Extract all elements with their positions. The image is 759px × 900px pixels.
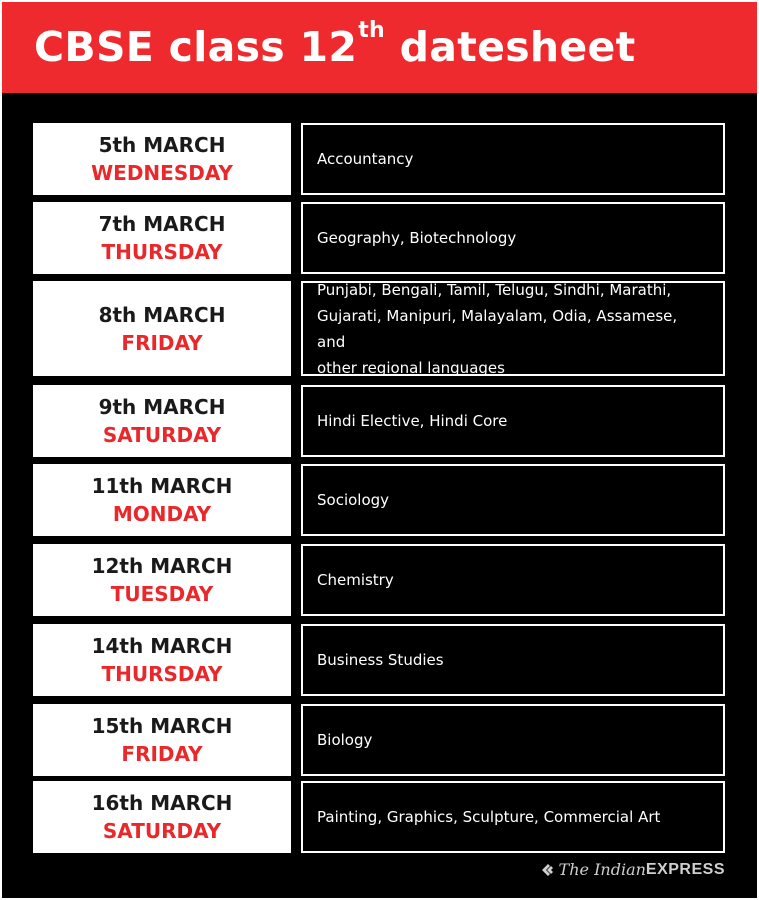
exam-day: WEDNESDAY: [91, 161, 233, 185]
exam-day: THURSDAY: [101, 662, 223, 686]
subject-cell: [301, 544, 725, 616]
exam-date: 12th MARCH: [91, 554, 233, 578]
date-cell: [33, 624, 291, 696]
subject-text: Geography, Biotechnology: [317, 229, 517, 247]
subject-cell: [301, 385, 725, 457]
schedule-row: [33, 123, 725, 195]
subject-text: Business Studies: [317, 651, 444, 669]
exam-date: 14th MARCH: [91, 634, 233, 658]
express-logo-icon: [541, 863, 555, 877]
exam-day: SATURDAY: [102, 819, 222, 843]
exam-date: 5th MARCH: [98, 133, 226, 157]
exam-date: 15th MARCH: [91, 714, 233, 738]
exam-day: FRIDAY: [121, 742, 203, 766]
title-rest: datesheet: [385, 23, 636, 71]
subject-text: Painting, Graphics, Sculpture, Commercial Art: [317, 808, 661, 826]
brand-name-bold: EXPRESS: [645, 860, 725, 878]
schedule-row: [33, 704, 725, 776]
date-cell: [33, 202, 291, 274]
subject-cell: [301, 624, 725, 696]
date-cell: [33, 464, 291, 536]
brand-name-italic: The Indian: [558, 860, 646, 879]
date-cell: [33, 781, 291, 853]
exam-day: FRIDAY: [121, 330, 203, 355]
date-cell: [33, 281, 291, 376]
subject-text: Accountancy: [317, 150, 414, 168]
subject-text: Sociology: [317, 491, 390, 509]
subject-cell: [301, 123, 725, 195]
exam-date: 11th MARCH: [91, 474, 233, 498]
publisher-logo: [541, 860, 725, 879]
schedule-row: [33, 544, 725, 616]
date-cell: [33, 123, 291, 195]
date-cell: [33, 704, 291, 776]
schedule-row: [33, 464, 725, 536]
page-title: [34, 18, 636, 72]
schedule-row: [33, 385, 725, 457]
schedule-row: [33, 624, 725, 696]
title-main: CBSE class 12: [34, 23, 358, 71]
exam-date: 9th MARCH: [98, 395, 226, 419]
title-superscript: th: [358, 18, 385, 43]
exam-day: THURSDAY: [101, 240, 223, 264]
subject-cell: [301, 202, 725, 274]
subject-text: Hindi Elective, Hindi Core: [317, 412, 508, 430]
exam-day: MONDAY: [112, 502, 212, 526]
subject-text: Chemistry: [317, 571, 394, 589]
subject-cell: [301, 781, 725, 853]
subject-cell: [301, 704, 725, 776]
subject-text: Punjabi, Bengali, Tamil, Telugu, Sindhi, Marathi, Gujarati, Manipuri, Malayalam, Odia, Assamese, and other regional languages: [317, 280, 678, 377]
schedule-row: [33, 281, 725, 376]
exam-date: 7th MARCH: [98, 212, 226, 236]
date-cell: [33, 544, 291, 616]
exam-date: 16th MARCH: [91, 791, 233, 815]
header-banner: [2, 2, 757, 93]
subject-text: Biology: [317, 731, 373, 749]
subject-cell: [301, 464, 725, 536]
schedule-row: [33, 781, 725, 853]
exam-day: TUESDAY: [110, 582, 214, 606]
schedule-row: [33, 202, 725, 274]
subject-cell: [301, 281, 725, 376]
exam-day: SATURDAY: [102, 423, 222, 447]
exam-date: 8th MARCH: [98, 302, 226, 327]
date-cell: [33, 385, 291, 457]
